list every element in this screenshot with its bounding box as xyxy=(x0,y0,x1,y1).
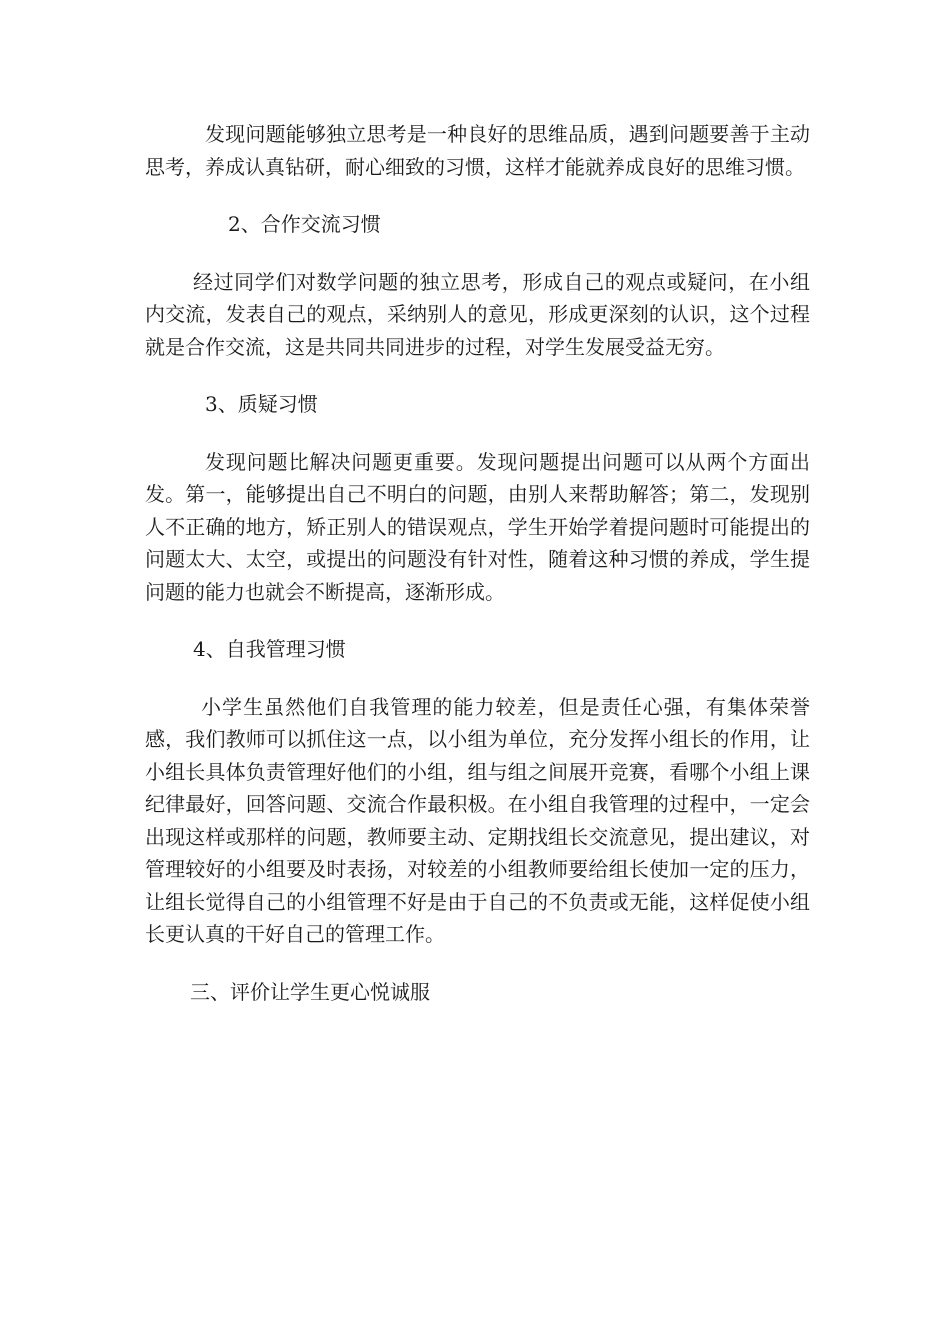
paragraph-independent-thinking: 发现问题能够独立思考是一种良好的思维品质，遇到问题要善于主动思考，养成认真钻研，耐心细致的习惯，这样才能就养成良好的思维习惯。 xyxy=(145,122,810,179)
paragraph-questioning: 发现问题比解决问题更重要。发现问题提出问题可以从两个方面出发。第一，能够提出自己不明白的问题，由别人来帮助解答；第二，发现别人不正确的地方，矫正别人的错误观点，学生开始学着提问题时可能提出的问题太大、太空，或提出的问题没有针对性，随着这种习惯的养成，学生提问题的能力也就会不断提高，逐渐形成。 xyxy=(145,449,810,604)
heading-self-management-habit: 4、自我管理习惯 xyxy=(193,637,346,661)
heading-cooperation-habit: 2、合作交流习惯 xyxy=(228,212,381,236)
document-page xyxy=(145,118,810,1008)
heading-questioning-habit: 3、质疑习惯 xyxy=(205,392,318,416)
paragraph-cooperation: 经过同学们对数学问题的独立思考，形成自己的观点或疑问，在小组内交流，发表自己的观点，采纳别人的意见，形成更深刻的认识，这个过程就是合作交流，这是共同共同进步的过程，对学生发展受益无穷。 xyxy=(145,269,810,359)
paragraph-self-management: 小学生虽然他们自我管理的能力较差，但是责任心强，有集体荣誉感，我们教师可以抓住这一点，以小组为单位，充分发挥小组长的作用，让小组长具体负责管理好他们的小组，组与组之间展开竞赛，看哪个小组上课纪律最好，回答问题、交流合作最积极。在小组自我管理的过程中，一定会出现这样或那样的问题，教师要主动、定期找组长交流意见，提出建议，对管理较好的小组要及时表扬，对较差的小组教师要给组长使加一定的压力，让组长觉得自己的小组管理不好是由于自己的不负责或无能，这样促使小组长更认真的干好自己的管理工作。 xyxy=(145,694,810,946)
heading-evaluation-section: 三、评价让学生更心悦诚服 xyxy=(190,979,430,1004)
